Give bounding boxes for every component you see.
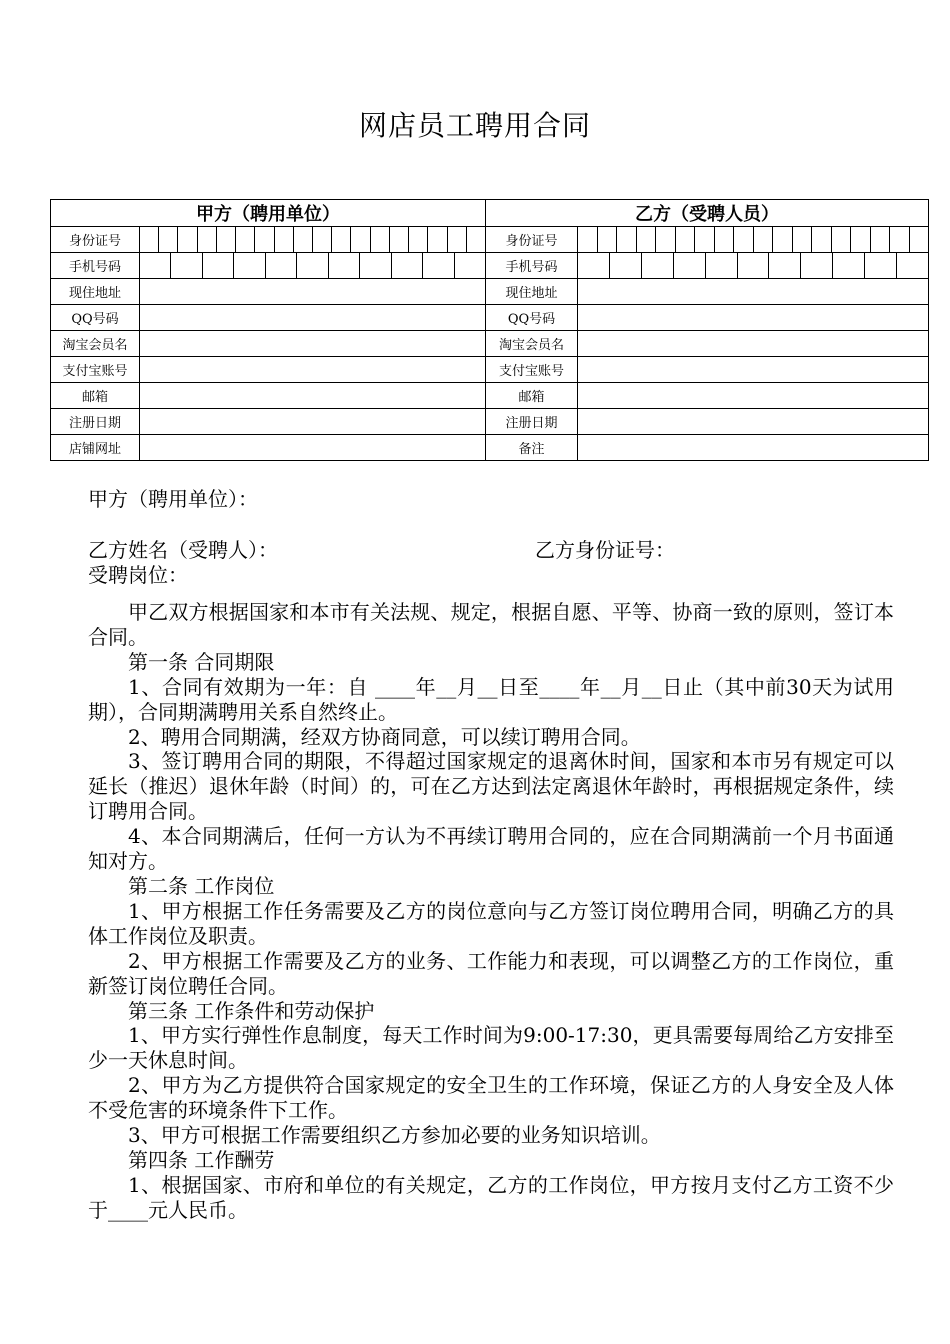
clause-paragraph: 2、甲方根据工作需要及乙方的业务、工作能力和表现，可以调整乙方的工作岗位，重新签订岗位聘任合同。 [88,948,894,998]
table-row [51,227,929,253]
party-b-qq-label: QQ号码 [486,305,578,331]
party-b-id-label: 身份证号 [486,227,578,253]
table-header-row [51,200,929,227]
party-a-header: 甲方（聘用单位） [51,200,486,227]
party-a-alipay-label: 支付宝账号 [51,357,140,383]
party-info-table [50,199,929,461]
party-a-shop-url-input[interactable] [140,435,486,461]
table-row [51,435,929,461]
party-a-taobao-input[interactable] [140,331,486,357]
party-a-phone-label: 手机号码 [51,253,140,279]
clause-paragraph: 3、签订聘用合同的期限，不得超过国家规定的退离休时间，国家和本市另有规定可以延长（推迟）退休年龄（时间）的，可在乙方达到法定离退休年龄时，再根据规定条件，续订聘用合同。 [88,749,894,824]
table-row [51,357,929,383]
clause-paragraph: 4、本合同期满后，任何一方认为不再续订聘用合同的，应在合同期满前一个月书面通知对方。 [88,824,894,874]
document-title: 网店员工聘用合同 [358,109,591,142]
party-a-qq-label: QQ号码 [51,305,140,331]
digit-boxes-11 [140,253,485,278]
party-b-alipay-label: 支付宝账号 [486,357,578,383]
table-row [51,409,929,435]
clause-paragraph: 2、聘用合同期满，经双方协商同意，可以续订聘用合同。 [128,724,641,749]
party-a-qq-input[interactable] [140,305,486,331]
table-row [51,305,929,331]
party-b-address-input[interactable] [578,279,929,305]
party-a-alipay-input[interactable] [140,357,486,383]
party-a-regdate-input[interactable] [140,409,486,435]
party-a-id-label: 身份证号 [51,227,140,253]
article-heading: 第四条 工作酬劳 [128,1147,275,1172]
party-a-regdate-label: 注册日期 [51,409,140,435]
party-a-shop-url-label: 店铺网址 [51,435,140,461]
party-b-alipay-input[interactable] [578,357,929,383]
party-b-phone-label: 手机号码 [486,253,578,279]
party-a-email-label: 邮箱 [51,383,140,409]
intro-paragraph: 甲乙双方根据国家和本市有关法规、规定，根据自愿、平等、协商一致的原则，签订本合同。 [88,600,894,649]
party-b-regdate-label: 注册日期 [486,409,578,435]
party-b-name-field: 乙方姓名（受聘人）： [88,538,278,562]
party-b-header: 乙方（受聘人员） [486,200,929,227]
clause-paragraph: 2、甲方为乙方提供符合国家规定的安全卫生的工作环境，保证乙方的人身安全及人体不受危害的环境条件下工作。 [88,1073,894,1123]
party-b-qq-input[interactable] [578,305,929,331]
party-b-phone-input[interactable] [578,253,929,279]
table-row [51,253,929,279]
contract-body [88,600,894,1223]
clause-paragraph: 1、合同有效期为一年：自 ____年__月__日至____年__月__日止（其中前30天为试用期），合同期满聘用关系自然终止。 [88,674,894,724]
article-heading: 第三条 工作条件和劳动保护 [128,998,375,1023]
party-b-email-label: 邮箱 [486,383,578,409]
party-a-address-input[interactable] [140,279,486,305]
digit-boxes-18 [140,227,485,252]
table-row [51,383,929,409]
party-a-phone-input[interactable] [140,253,486,279]
clause-paragraph: 1、甲方实行弹性作息制度，每天工作时间为9:00-17:30，更具需要每周给乙方安排至少一天休息时间。 [88,1023,894,1073]
clause-paragraph: 1、根据国家、市府和单位的有关规定，乙方的工作岗位，甲方按月支付乙方工资不少于____元人民币。 [88,1172,894,1222]
party-b-remarks-input[interactable] [578,435,929,461]
party-a-field: 甲方（聘用单位）： [88,487,258,511]
clause-paragraph: 1、甲方根据工作任务需要及乙方的岗位意向与乙方签订岗位聘用合同，明确乙方的具体工作岗位及职责。 [88,898,894,948]
clause-paragraph: 3、甲方可根据工作需要组织乙方参加必要的业务知识培训。 [128,1123,661,1148]
digit-boxes-11 [578,253,928,278]
party-b-id-input[interactable] [578,227,929,253]
party-b-taobao-input[interactable] [578,331,929,357]
article-heading: 第二条 工作岗位 [128,873,275,898]
position-field: 受聘岗位： [88,563,188,587]
party-a-taobao-label: 淘宝会员名 [51,331,140,357]
party-b-remarks-label: 备注 [486,435,578,461]
party-b-regdate-input[interactable] [578,409,929,435]
party-a-address-label: 现住地址 [51,279,140,305]
party-a-email-input[interactable] [140,383,486,409]
party-b-email-input[interactable] [578,383,929,409]
table-row [51,331,929,357]
digit-boxes-18 [578,227,928,252]
party-b-taobao-label: 淘宝会员名 [486,331,578,357]
article-heading: 第一条 合同期限 [128,649,275,674]
party-a-id-input[interactable] [140,227,486,253]
party-b-address-label: 现住地址 [486,279,578,305]
table-row [51,279,929,305]
party-b-id-field: 乙方身份证号： [535,538,675,562]
